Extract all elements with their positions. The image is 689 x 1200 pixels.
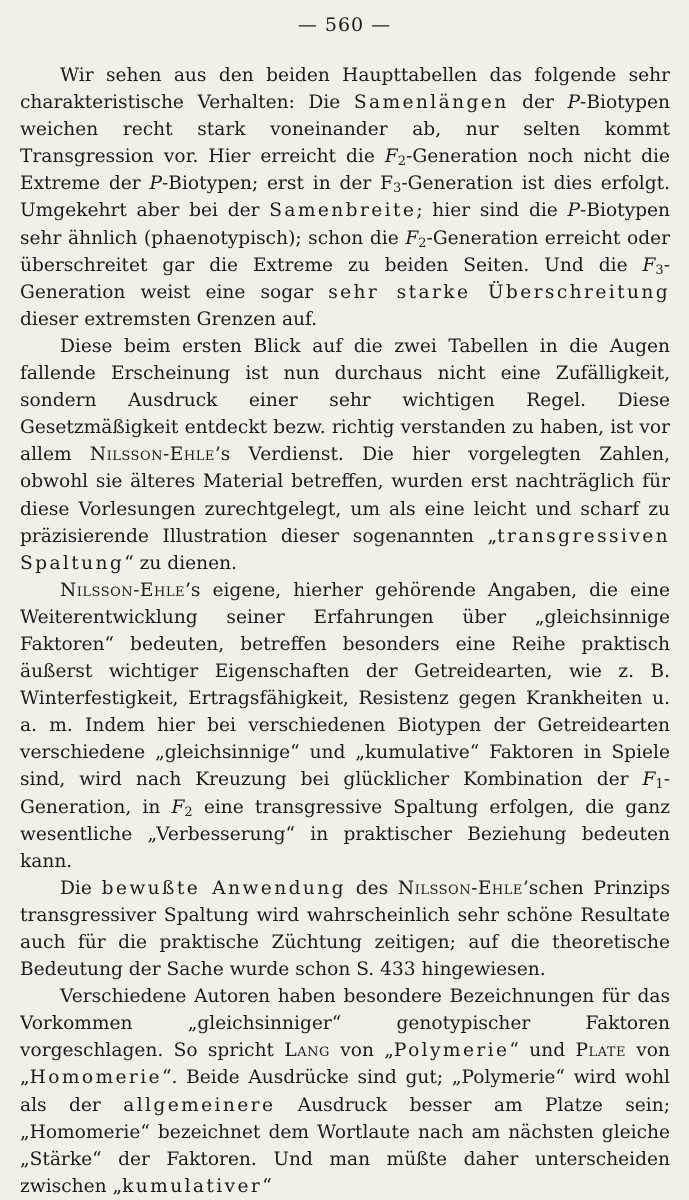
subscript-run: 1 bbox=[655, 777, 664, 793]
page-number: — 560 — bbox=[297, 14, 392, 36]
italic-run: F bbox=[171, 796, 185, 818]
paragraph-3: Nilsson-Ehle’s eigene, hierher gehörende Angaben, die eine Weiterentwicklung seiner Erfahrungen über „gleichsinnige Faktoren“ bedeuten, betreffen besonders eine Reihe praktisch äußerst wichtiger Eigenschaften der Getreidearten, wie z. B. Winterfestigkeit, Ertragsfähigkeit, Resistenz gegen Krankheiten u. a. m. Indem hier bei verschiedenen Biotypen der Getreidearten verschiedene „gleichsinnige“ und „kumulative“ Faktoren in Spiele sind, wird nach Kreuzung bei glücklicher Kombination der $F_1$-Generation, in $F_2$ eine transgressive Spaltung erfolgen, die ganz wesentliche „Verbesserung“ in praktischer Beziehung bedeuten kann. bbox=[20, 579, 670, 872]
italic-run: F bbox=[405, 227, 419, 249]
paragraph-5: Verschiedene Autoren haben besondere Bezeichnungen für das Vorkommen „gleichsinniger“ genotypischer Faktoren vorgeschlagen. So spricht Lang von „Polymerie“ und Plate von „Homomerie“. Beide Ausdrücke sind gut; „Polymerie“ wird wohl als der allgemeinere Ausdruck besser am Platze sein; „Homomerie“ bezeichnet dem Wortlaute nach am nächsten gleiche „Stärke“ der Faktoren. Und man müßte daher unterscheiden zwischen „kumulativer“ bbox=[20, 986, 670, 1197]
spaced-run: bewußte Anwendung bbox=[101, 877, 346, 899]
spaced-run: Homomerie bbox=[29, 1067, 162, 1089]
spaced-run: Samenbreite bbox=[269, 200, 417, 222]
subscript-run: 2 bbox=[184, 804, 193, 820]
spaced-run: transgressiven Spaltung bbox=[20, 525, 670, 574]
italic-run: P bbox=[149, 173, 163, 195]
italic-run: F bbox=[384, 146, 398, 168]
spaced-run: kumulativer bbox=[122, 1175, 263, 1197]
small-caps-run: Nilsson-Ehle bbox=[60, 579, 185, 601]
small-caps-run: Lang bbox=[284, 1040, 330, 1062]
paragraph-2: Diese beim ersten Blick auf die zwei Tabellen in die Augen fallende Erscheinung ist nun durchaus nicht eine Zufälligkeit, sondern Ausdruck einer sehr wichtigen Regel. Diese Gesetzmäßigkeit entdeckt bezw. richtig verstanden zu haben, ist vor allem Nilsson-Ehle’s Verdienst. Die hier vorgelegten Zahlen, obwohl sie älteres Material betreffen, wurden erst nachträglich für diese Vorlesungen zurechtgelegt, um als eine leicht und scharf zu präzisierende Illustration dieser sogenannten „transgressiven Spaltung“ zu dienen. bbox=[20, 335, 671, 574]
italic-run: F bbox=[642, 254, 656, 276]
spaced-run: sehr starke Überschreitung bbox=[328, 281, 670, 303]
spaced-run: Polymerie bbox=[393, 1040, 510, 1062]
paragraph-4: Die bewußte Anwendung des Nilsson-Ehle’schen Prinzips transgressiver Spaltung wird wahrscheinlich sehr schöne Resultate auch für die praktische Züchtung zeitigen; auf die theoretische Bedeutung der Sache wurde schon S. 433 hingewiesen. bbox=[20, 877, 670, 981]
italic-run: P bbox=[567, 92, 581, 114]
subscript-run: 2 bbox=[418, 235, 427, 251]
subscript-run: 3 bbox=[655, 262, 664, 278]
small-caps-run: Nilsson-Ehle bbox=[397, 877, 523, 899]
small-caps-run: Plate bbox=[575, 1040, 626, 1062]
italic-run: P bbox=[567, 200, 581, 222]
paragraph-1: Wir sehen aus den beiden Haupttabellen das folgende sehr charakteristische Verhalten: Die Samenlängen der P-Biotypen weichen recht stark voneinander ab, nur selten kommt Transgression vor. Hier erreicht die $F_2$-Generation noch nicht die Extreme der P-Biotypen; erst in der $F_3$-Generation ist dies erfolgt. Umgekehrt aber bei der Samenbreite; hier sind die P-Biotypen sehr ähnlich (phaenotypisch); schon die $F_2$-Generation erreicht oder überschreitet gar die Extreme zu beiden Seiten. Und die $F_3$-Generation weist eine sogar sehr starke Überschreitung dieser extremsten Grenzen auf. bbox=[20, 65, 670, 330]
italic-run: F bbox=[642, 769, 656, 791]
subscript-run: 3 bbox=[393, 181, 402, 197]
subscript-run: 2 bbox=[397, 154, 407, 170]
spaced-run: Samenlängen bbox=[353, 92, 509, 114]
small-caps-run: Nilsson-Ehle bbox=[89, 444, 215, 466]
body-text bbox=[20, 62, 670, 1200]
spaced-run: allgemeinere bbox=[123, 1094, 276, 1116]
